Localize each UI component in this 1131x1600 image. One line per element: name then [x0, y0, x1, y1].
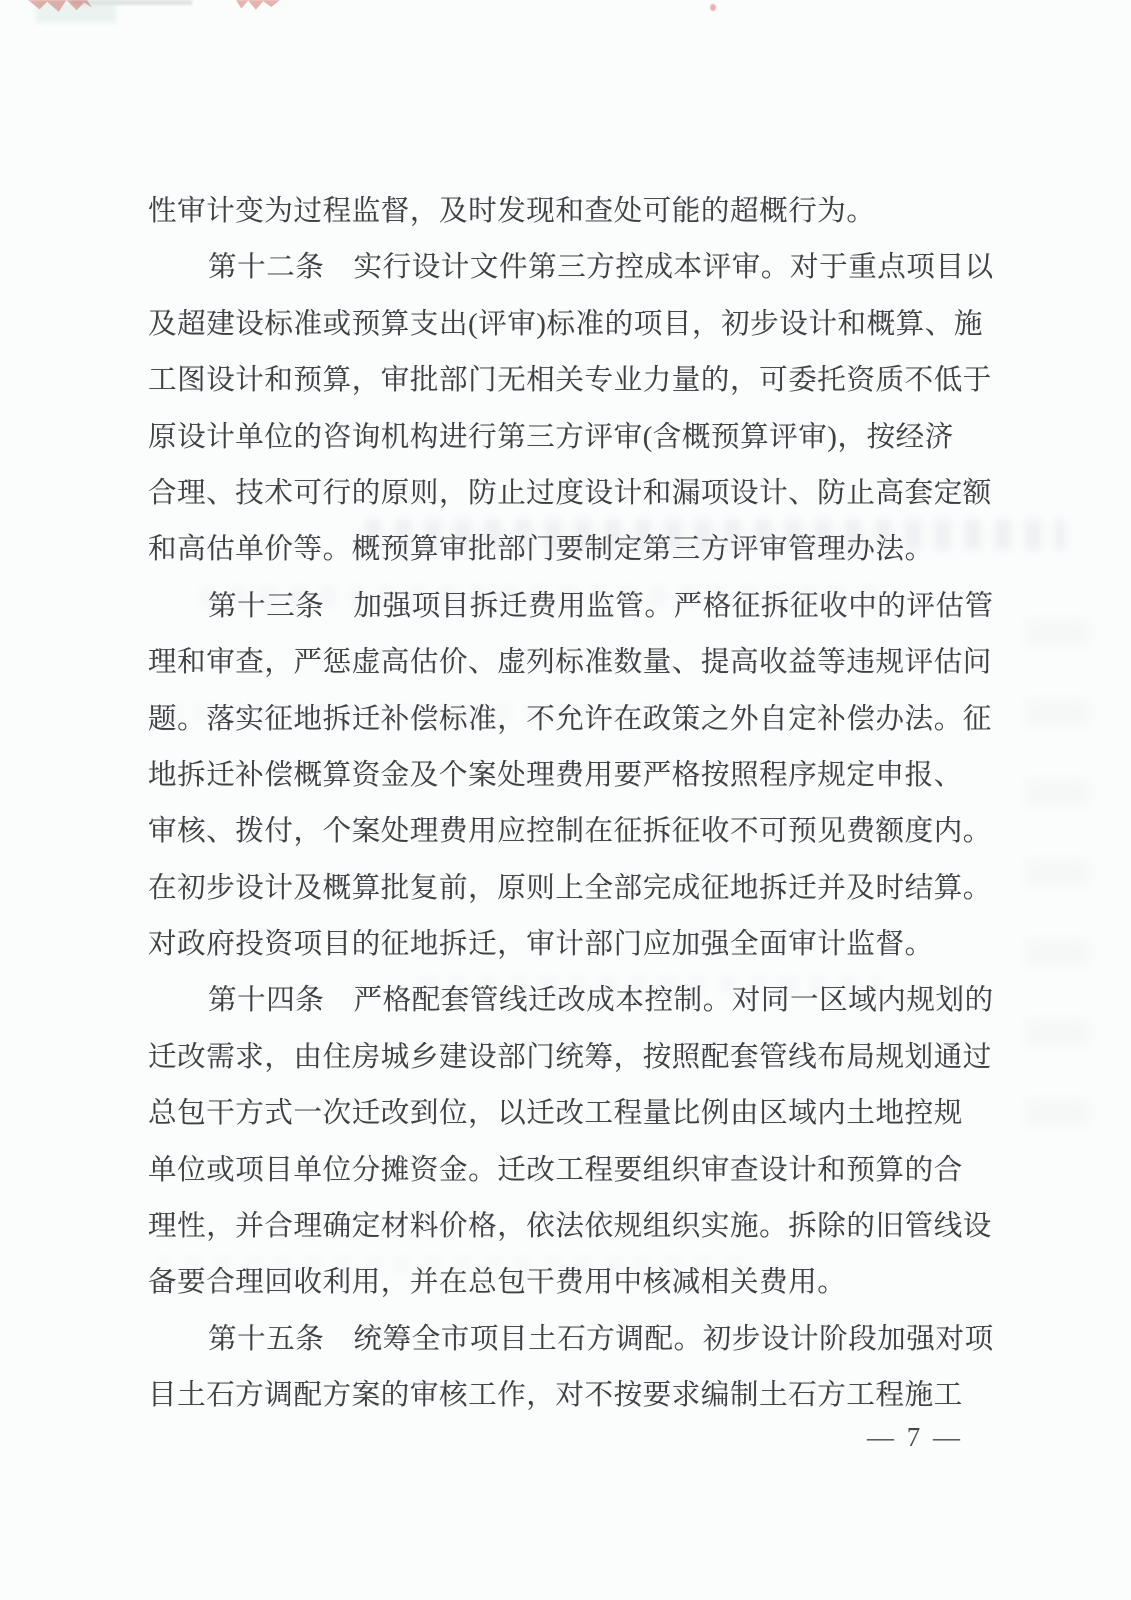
document-line: 备要合理回收利用，并在总包干费用中核减相关费用。: [148, 1267, 847, 1299]
document-line: 总包干方式一次迁改到位，以迁改工程量比例由区域内土地控规: [148, 1098, 963, 1130]
document-line: 理性，并合理确定材料价格，依法依规组织实施。拆除的旧管线设: [148, 1211, 992, 1243]
document-line: 原设计单位的咨询机构进行第三方评审(含概预算评审)，按经济: [148, 421, 954, 453]
document-line-article-13: 第十三条 加强项目拆迁费用监管。严格征拆征收中的评估管: [208, 590, 994, 622]
document-body: [148, 184, 994, 1425]
document-line: 性审计变为过程监督，及时发现和查处可能的超概行为。: [148, 196, 876, 227]
document-line: 理和审查，严惩虚高估价、虚列标准数量、提高收益等违规评估问: [148, 647, 992, 679]
red-ink-mark: [710, 4, 716, 11]
document-line: 地拆迁补偿概算资金及个案处理费用要严格按照程序规定申报、: [148, 759, 963, 791]
scan-smudge: [72, 0, 192, 5]
document-line: 在初步设计及概算批复前，原则上全部完成征地拆迁并及时结算。: [148, 872, 992, 904]
document-line: 及超建设标准或预算支出(评审)标准的项目，初步设计和概算、施: [148, 308, 983, 340]
document-line: 题。落实征地拆迁补偿标准，不允许在政策之外自定补偿办法。征: [148, 703, 992, 735]
bleedthrough-ghost: [1025, 620, 1089, 1180]
document-line: 对政府投资项目的征地拆迁，审计部门应加强全面审计监督。: [148, 929, 934, 961]
document-line: 工图设计和预算，审批部门无相关专业力量的，可委托资质不低于: [148, 365, 992, 397]
document-line: 迁改需求，由住房城乡建设部门统筹，按照配套管线布局规划通过: [148, 1041, 992, 1073]
document-line-article-15: 第十五条 统筹全市项目土石方调配。初步设计阶段加强对项: [208, 1323, 994, 1355]
document-line-article-14: 第十四条 严格配套管线迁改成本控制。对同一区域内规划的: [208, 985, 994, 1017]
document-line: 和高估单价等。概预算审批部门要制定第三方评审管理办法。: [148, 534, 934, 566]
document-line: 审核、拨付，个案处理费用应控制在征拆征收不可预见费额度内。: [148, 816, 992, 848]
document-line: 单位或项目单位分摊资金。迁改工程要组织审查设计和预算的合: [148, 1154, 963, 1186]
document-line: 合理、技术可行的原则，防止过度设计和漏项设计、防止高套定额: [148, 477, 992, 509]
red-ink-mark: [236, 0, 280, 13]
page-number: — 7 —: [867, 1422, 963, 1452]
document-line-article-12: 第十二条 实行设计文件第三方控成本评审。对于重点项目以: [208, 252, 994, 284]
document-line: 目土石方调配方案的审核工作，对不按要求编制土石方工程施工: [148, 1380, 963, 1412]
